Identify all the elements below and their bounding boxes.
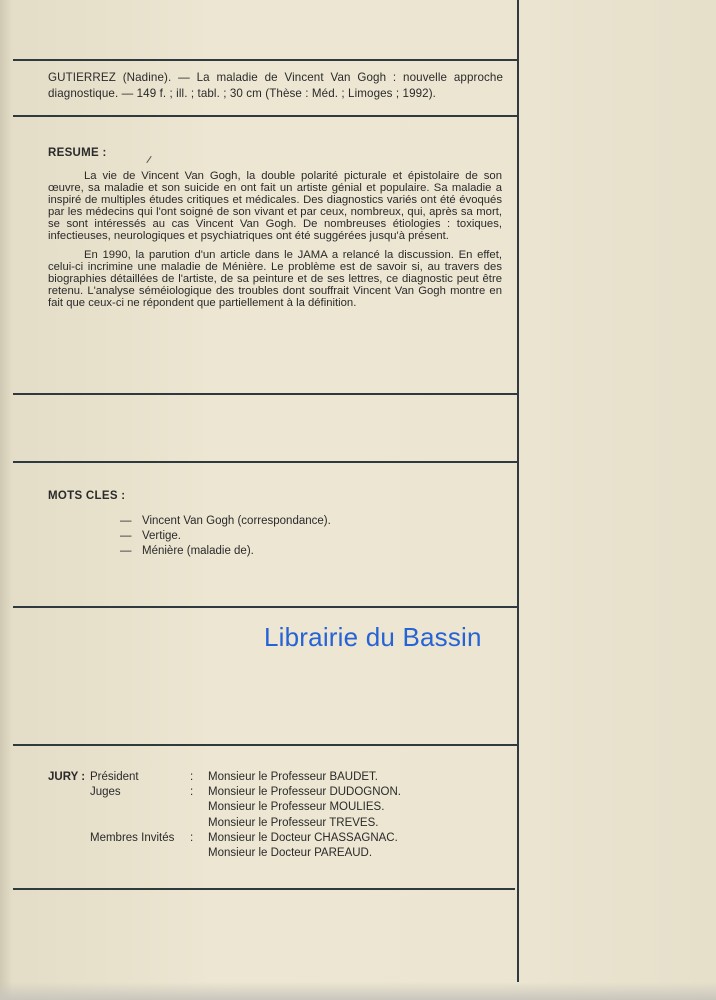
keyword-text: Vertige. (142, 530, 181, 542)
keyword-text: Vincent Van Gogh (correspondance). (142, 515, 331, 527)
keyword-item (120, 529, 331, 544)
rule-top (13, 59, 519, 61)
jury-role: Président (90, 771, 139, 783)
jury-role: Juges (90, 786, 121, 799)
rule-vertical (517, 0, 519, 982)
keywords-heading: MOTS CLES : (48, 490, 126, 502)
citation: GUTIERREZ (Nadine). — La maladie de Vincent Van Gogh : nouvelle approche diagnostique. — 149 f. ; ill. ; tabl. ; 30 cm (Thèse : Méd. ; Limoges ; 1992). (48, 71, 503, 100)
jury-member-name: Monsieur le Docteur CHASSAGNAC. (208, 831, 398, 844)
page-shadow (0, 0, 12, 1000)
keyword-dash: — (120, 545, 132, 557)
jury-member-name: Monsieur le Professeur TREVES. (208, 816, 379, 829)
rule-bottom (13, 888, 515, 890)
rule-after-citation (13, 115, 519, 117)
jury-member-name: Monsieur le Professeur DUDOGNON. (208, 786, 401, 799)
resume-text (48, 170, 502, 315)
jury-colon: : (190, 786, 194, 799)
resume-heading: RESUME : (48, 147, 107, 159)
rule-after-abstract (13, 393, 519, 395)
keyword-dash: — (120, 515, 132, 527)
jury-colon: : (190, 831, 194, 844)
keyword-item (120, 514, 331, 529)
rule-before-keywords (13, 461, 519, 463)
resume-paragraph: La vie de Vincent Van Gogh, la double polarité picturale et épistolaire de son œuvre, sa maladie et son suicide en ont fait un artiste génial et populaire. Sa maladie a inspiré de multiples études critiques et médicales. Des diagnostics variés ont été évoqués par les médecins qui l'ont soigné de son vivant et par ceux, nombreux, qui, après sa mort, se sont intéressés au cas Vincent Van Gogh. De nombreuses étiologies : toxiques, infectieuses, neurologiques et psychiatriques ont été suggérées jusqu'à présent. (48, 170, 502, 243)
rule-after-keywords (13, 606, 519, 608)
keyword-text: Ménière (maladie de). (142, 545, 254, 557)
pen-mark (146, 156, 151, 163)
jury-label: JURY : (48, 771, 86, 783)
bookseller-watermark: Librairie du Bassin (264, 622, 482, 652)
keyword-dash: — (120, 530, 132, 542)
resume-paragraph: En 1990, la parution d'un article dans le JAMA a relancé la discussion. En effet, celui-ci incrimine une maladie de Ménière. Le problème est de savoir si, au travers des biographies détaillées de l'artiste, de sa peinture et de ses lettres, ce diagnostic peut être retenu. L'analyse séméiologique des troubles dont souffrait Vincent Van Gogh montre en fait que ceux-ci ne répondent que partiellement à la définition. (48, 248, 502, 309)
jury-role: Membres Invités (90, 831, 175, 844)
keyword-item (120, 544, 331, 559)
jury-colon: : (190, 771, 194, 783)
rule-before-jury (13, 744, 519, 746)
page-bottom-edge (0, 982, 716, 1000)
keywords-list (120, 514, 331, 559)
jury-member-name: Monsieur le Docteur PAREAUD. (208, 846, 373, 859)
jury-member-name: Monsieur le Professeur MOULIES. (208, 801, 385, 814)
jury-member-name: Monsieur le Professeur BAUDET. (208, 771, 379, 783)
